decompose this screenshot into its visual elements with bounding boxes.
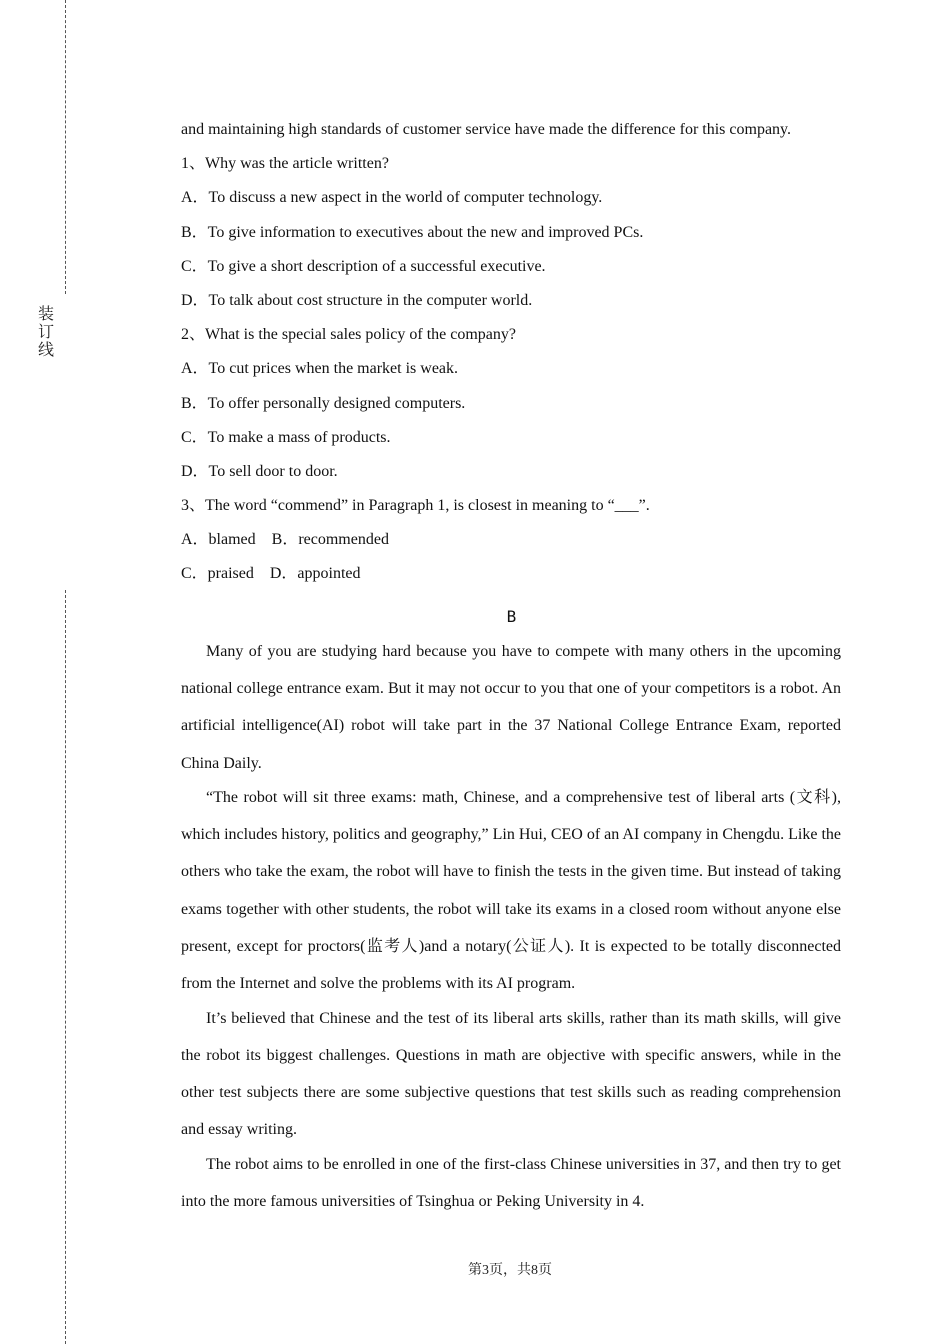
page-content xyxy=(181,116,841,1217)
answer-option: A．To discuss a new aspect in the world of computer technology. xyxy=(181,189,603,207)
intro-line: and maintaining high standards of customer service have made the difference for this company. xyxy=(181,121,792,138)
answer-option: C．To give a short description of a successful executive. xyxy=(181,257,546,275)
binding-dashed-line-bottom xyxy=(65,590,66,1344)
passage-paragraph: Many of you are studying hard because you have to compete with many others in the upcoming national college entrance exam. But it may not occur to you that one of your competitors is a robot. An artificial intelligence(AI) robot will take part in the 37 National College Entrance Exam, reported China Daily. xyxy=(181,642,841,772)
binding-char: 订 xyxy=(38,322,55,341)
passage-paragraph: The robot aims to be enrolled in one of the first-class Chinese universities in 37, and then try to get into the more famous universities of Tsinghua or Peking University in 4. xyxy=(181,1155,841,1211)
binding-label xyxy=(38,305,54,359)
binding-dashed-line-top xyxy=(65,0,66,294)
passage-paragraph: “The robot will sit three exams: math, Chinese, and a comprehensive test of liberal arts (文科), which includes history, politics and geography,” Lin Hui, CEO of an AI company in Chengdu. Like the others who take the exam, the robot will have to finish the tests in the given time. But instead of taking exams together with other students, the robot will take its exams in a closed room without anyone else present, except for proctors(监考人)and a notary(公证人). It is expected to be totally disconnected from the Internet and solve the problems with its AI program. xyxy=(181,788,842,993)
passage-paragraph: It’s believed that Chinese and the test of its liberal arts skills, rather than its math skills, will give the robot its biggest challenges. Questions in math are objective with specific answers, while in the other test subjects there are some subjective questions that test skills such as reading comprehension and essay writing. xyxy=(181,1009,841,1139)
question-stem: 2、What is the special sales policy of the company? xyxy=(181,326,517,344)
section-b-title: B xyxy=(506,606,517,626)
answer-option: C．praised D．appointed xyxy=(181,565,361,583)
binding-char: 装 xyxy=(38,304,55,323)
answer-option: C．To make a mass of products. xyxy=(181,428,391,446)
question-1 xyxy=(181,150,841,321)
page-footer: 第3页，共8页 xyxy=(468,1263,552,1278)
answer-option: B．To give information to executives about the new and improved PCs. xyxy=(181,223,644,241)
question-stem: 1、Why was the article written? xyxy=(181,155,389,173)
binding-char: 线 xyxy=(38,340,55,359)
section-b-passage xyxy=(181,633,841,1221)
question-stem: 3、The word “commend” in Paragraph 1, is closest in meaning to “___”. xyxy=(181,497,650,515)
answer-option: B．To offer personally designed computers. xyxy=(181,394,466,412)
answer-option: A．blamed B．recommended xyxy=(181,531,389,549)
question-3 xyxy=(181,492,841,595)
answer-option: D．To talk about cost structure in the computer world. xyxy=(181,291,533,309)
question-2 xyxy=(181,321,841,492)
answer-option: A．To cut prices when the market is weak. xyxy=(181,360,459,378)
answer-option: D．To sell door to door. xyxy=(181,462,338,480)
